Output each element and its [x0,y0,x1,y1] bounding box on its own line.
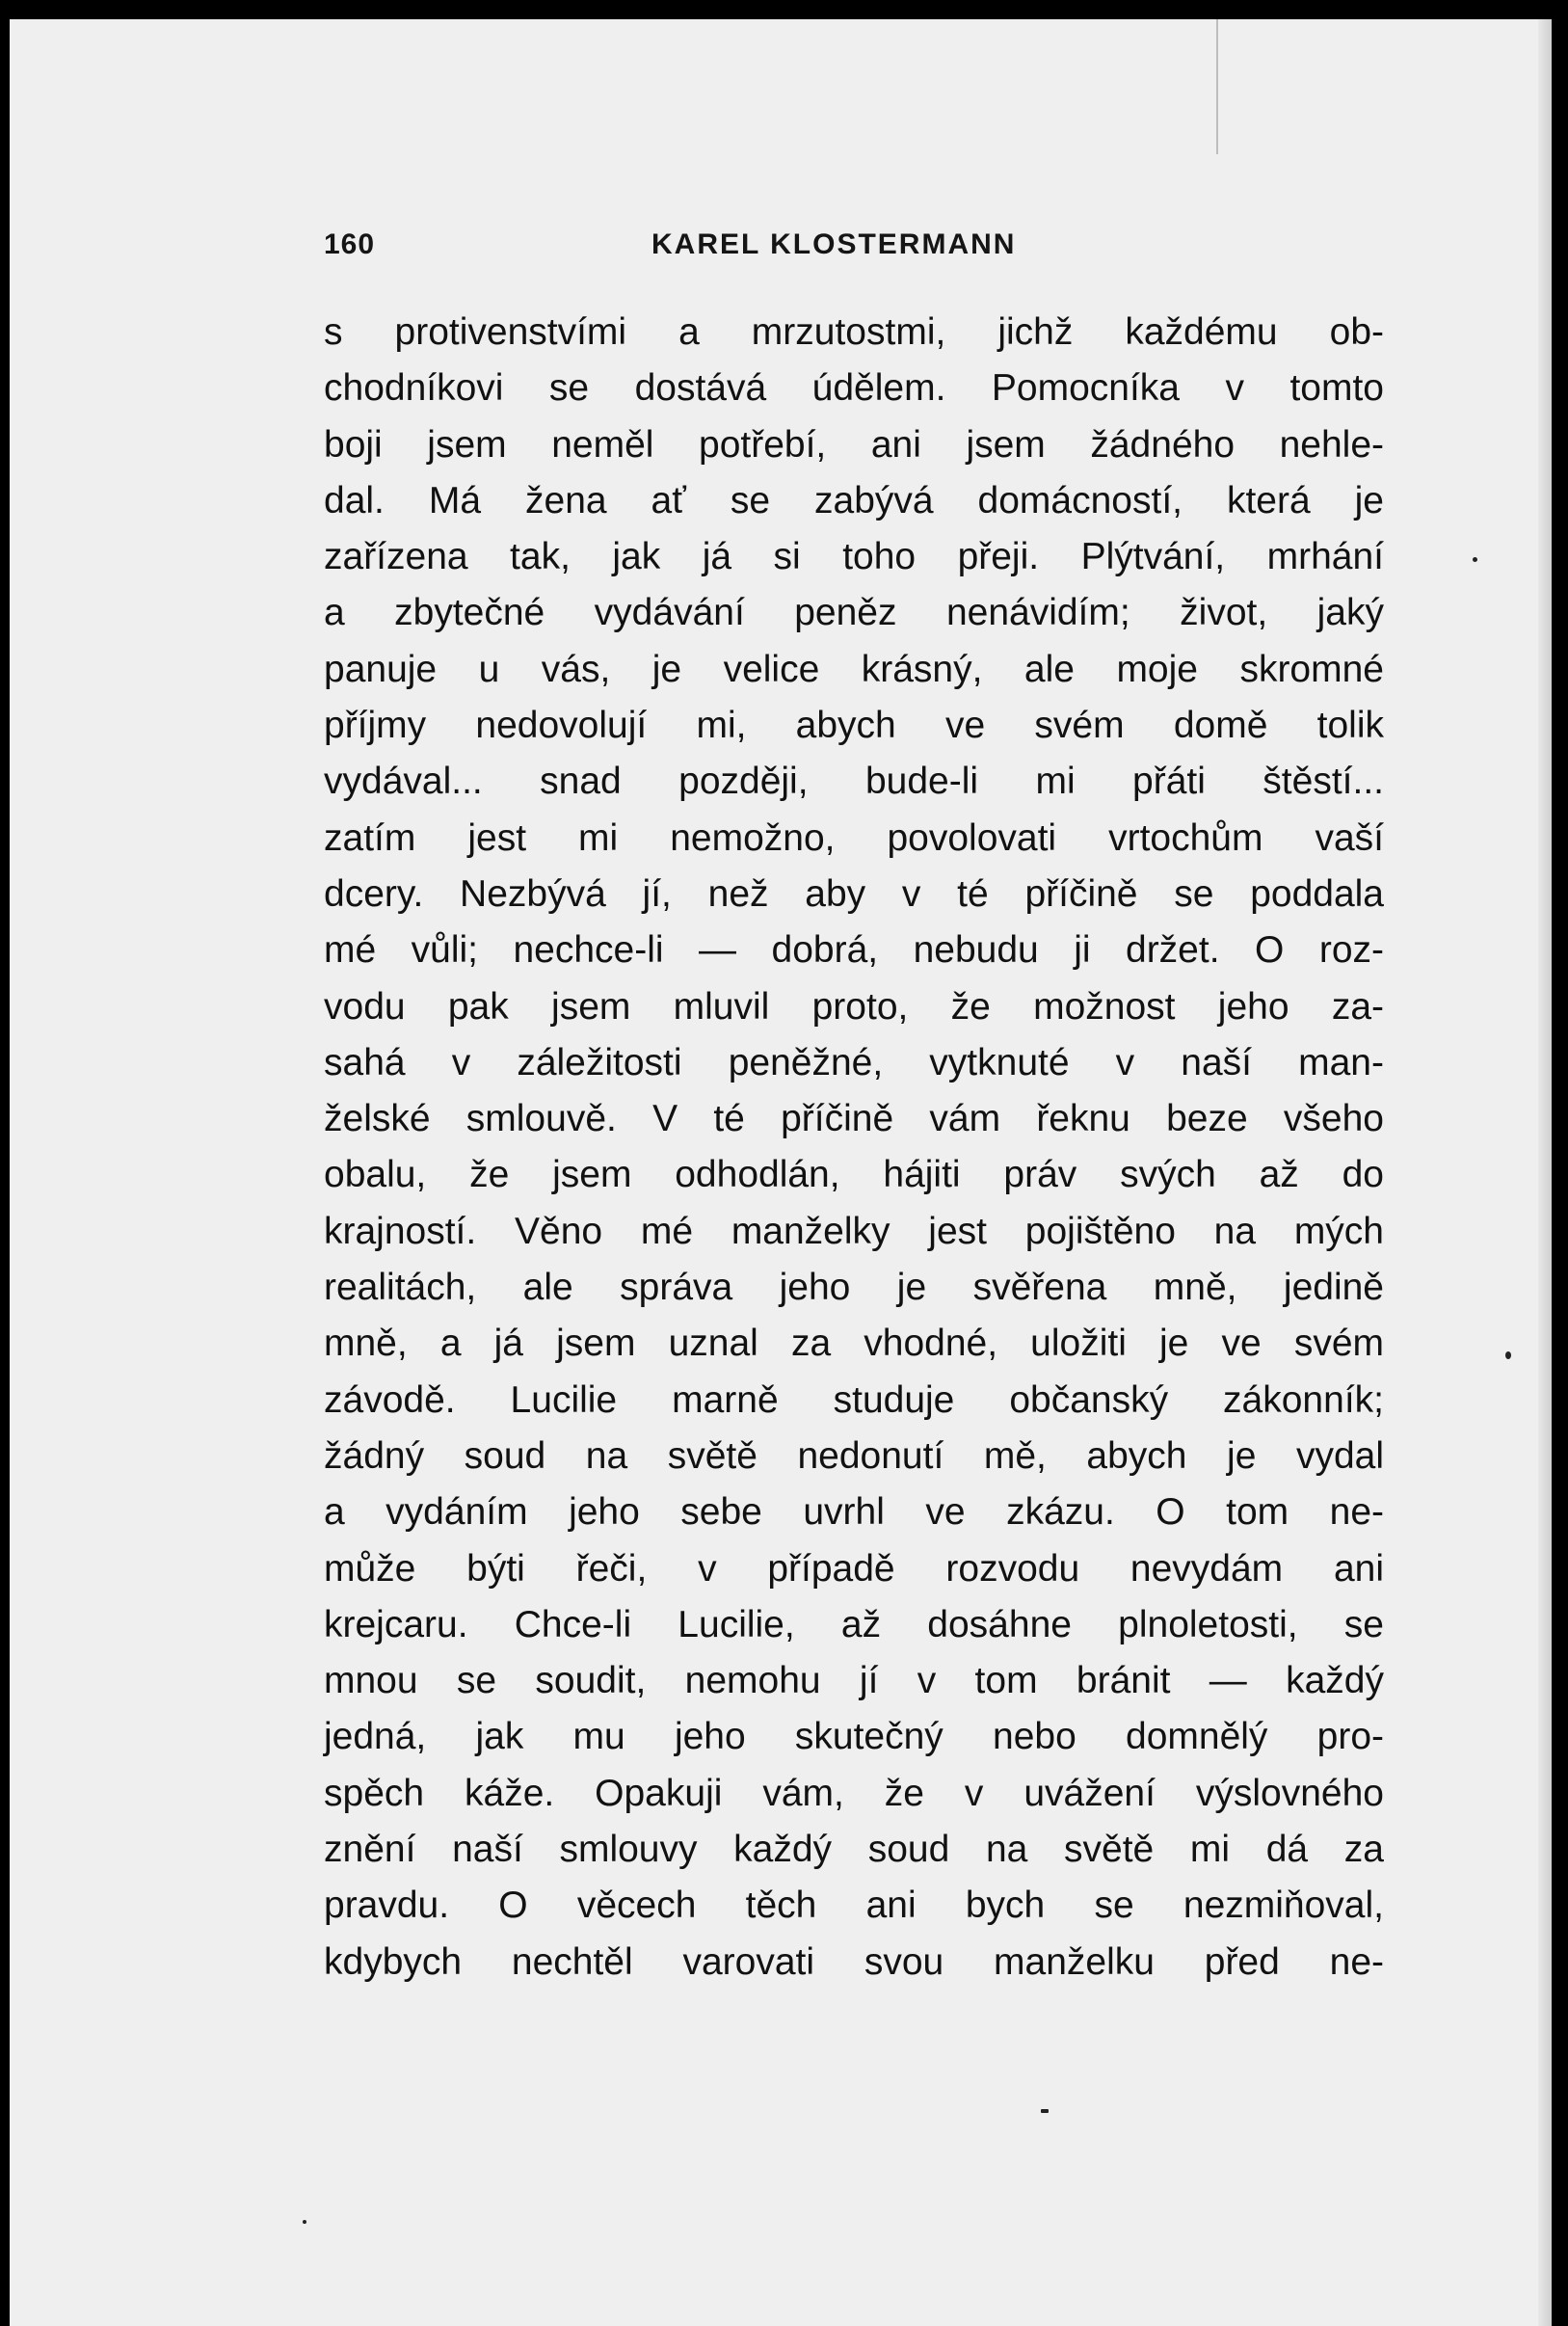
page-number: 160 [324,228,376,260]
text-line: chodníkovi se dostává údělem. Pomocníka v tomto [324,367,1384,410]
text-line: želské smlouvě. V té příčině vám řeknu beze všeho [324,1098,1384,1140]
text-line: kdybych nechtěl varovati svou manželku před ne- [324,1940,1384,1983]
text-line: mnou se soudit, nemohu jí v tom bránit — každý [324,1660,1384,1702]
text-line: s protivenstvími a mrzutostmi, jichž každému ob- [324,311,1384,353]
scan-speck [1041,2109,1049,2113]
body-text [324,305,1384,1991]
text-line: mně, a já jsem uznal za vhodné, uložiti je ve svém [324,1323,1384,1365]
text-line: boji jsem neměl potřebí, ani jsem žádného nehle- [324,423,1384,466]
text-line: zařízena tak, jak já si toho přeji. Plýtvání, mrhání [324,536,1384,578]
text-line: závodě. Lucilie marně studuje občanský zákonník; [324,1378,1384,1421]
text-line: sahá v záležitosti peněžné, vytknuté v naší man- [324,1041,1384,1083]
text-line: může býti řeči, v případě rozvodu nevydám ani [324,1547,1384,1590]
text-line: obalu, že jsem odhodlán, hájiti práv svých až do [324,1154,1384,1196]
text-line: realitách, ale správa jeho je svěřena mně, jedině [324,1267,1384,1309]
text-line: pravdu. O věcech těch ani bych se nezmiňoval, [324,1885,1384,1927]
text-line: žádný soud na světě nedonutí mě, abych je vydal [324,1434,1384,1477]
text-line: vodu pak jsem mluvil proto, že možnost jeho za- [324,985,1384,1028]
text-line: dcery. Nezbývá jí, než aby v té příčině se poddala [324,872,1384,915]
text-line: a zbytečné vydávání peněz nenávidím; život, jaký [324,592,1384,634]
text-line: jedná, jak mu jeho skutečný nebo domnělý pro- [324,1716,1384,1758]
text-line: příjmy nedovolují mi, abych ve svém domě tolik [324,705,1384,747]
text-line: mé vůli; nechce-li — dobrá, nebudu ji držet. O roz- [324,929,1384,972]
scan-speck [303,2220,306,2224]
text-line: spěch káže. Opakuji vám, že v uvážení výslovného [324,1772,1384,1814]
page-edge [1538,19,1552,2326]
text-line: zatím jest mi nemožno, povolovati vrtochům vaší [324,816,1384,859]
text-line: znění naší smlouvy každý soud na světě mi dá za [324,1829,1384,1871]
text-line: krajností. Věno mé manželky jest pojištěno na mých [324,1210,1384,1252]
scan-speck [1505,1351,1511,1359]
running-head [324,217,1374,265]
text-line: a vydáním jeho sebe uvrhl ve zkázu. O tom ne- [324,1491,1384,1534]
running-head-author: KAREL KLOSTERMANN [651,228,1017,260]
text-line: panuje u vás, je velice krásný, ale moje skromné [324,648,1384,690]
book-page [10,19,1552,2326]
text-line: krejcaru. Chce-li Lucilie, až dosáhne plnoletosti, se [324,1603,1384,1645]
text-line: vydával... snad později, bude-li mi přáti štěstí... [324,761,1384,803]
text-line: dal. Má žena ať se zabývá domácností, která je [324,479,1384,521]
page-crease [1216,19,1218,154]
scan-speck [1473,557,1477,562]
